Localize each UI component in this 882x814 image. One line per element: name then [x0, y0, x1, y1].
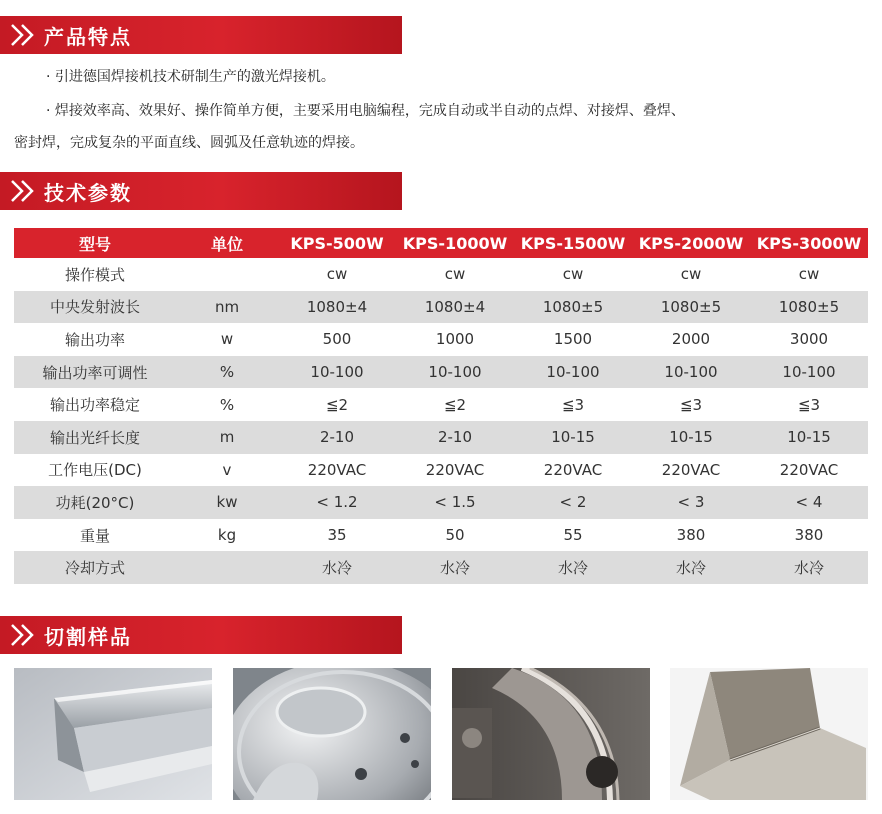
table-cell: 水冷 — [632, 551, 750, 584]
table-row — [14, 454, 868, 487]
table-cell: % — [176, 388, 278, 421]
sample-photo-ring-weld — [452, 668, 650, 800]
table-row — [14, 551, 868, 584]
header-kps-1500w: KPS-1500W — [514, 228, 632, 258]
table-cell: < 1.5 — [396, 486, 514, 519]
table-cell: nm — [176, 291, 278, 324]
header-unit: 单位 — [176, 228, 278, 258]
table-cell: 55 — [514, 519, 632, 552]
table-cell: < 3 — [632, 486, 750, 519]
table-cell: < 1.2 — [278, 486, 396, 519]
table-cell: 水冷 — [278, 551, 396, 584]
table-row — [14, 421, 868, 454]
table-cell: 220VAC — [514, 454, 632, 487]
table-cell: ≦3 — [514, 388, 632, 421]
table-cell: 输出光纤长度 — [14, 421, 176, 454]
table-cell: cw — [396, 258, 514, 291]
table-cell: 2-10 — [278, 421, 396, 454]
samples-section-header — [0, 616, 402, 654]
double-chevron-right-icon — [0, 616, 44, 654]
table-cell: 50 — [396, 519, 514, 552]
table-cell: < 4 — [750, 486, 868, 519]
table-cell: 10-15 — [514, 421, 632, 454]
table-cell: cw — [632, 258, 750, 291]
table-cell: cw — [278, 258, 396, 291]
table-row — [14, 258, 868, 291]
table-row — [14, 291, 868, 324]
table-cell — [176, 258, 278, 291]
table-cell: ≦3 — [750, 388, 868, 421]
table-cell: 220VAC — [396, 454, 514, 487]
table-cell: 10-15 — [632, 421, 750, 454]
header-kps-1000w: KPS-1000W — [396, 228, 514, 258]
double-chevron-right-icon — [0, 16, 44, 54]
table-cell: v — [176, 454, 278, 487]
sample-photo-round-plate — [233, 668, 431, 800]
feature-line-3: 密封焊，完成复杂的平面直线、圆弧及任意轨迹的焊接。 — [14, 135, 364, 151]
table-cell: 输出功率稳定 — [14, 388, 176, 421]
header-kps-3000w: KPS-3000W — [750, 228, 868, 258]
table-cell: 输出功率 — [14, 323, 176, 356]
table-cell: ≦3 — [632, 388, 750, 421]
table-cell: 10-100 — [396, 356, 514, 389]
sample-photo-corner-weld — [670, 668, 868, 800]
table-cell: 冷却方式 — [14, 551, 176, 584]
features-section-title: 产品特点 — [44, 24, 132, 49]
table-cell: 重量 — [14, 519, 176, 552]
table-cell: 380 — [750, 519, 868, 552]
table-row — [14, 356, 868, 389]
table-cell: 水冷 — [514, 551, 632, 584]
table-cell: 1000 — [396, 323, 514, 356]
table-cell: 工作电压(DC) — [14, 454, 176, 487]
table-cell: 380 — [632, 519, 750, 552]
table-row — [14, 519, 868, 552]
feature-line-1: · 引进德国焊接机技术研制生产的激光焊接机。 — [46, 69, 335, 85]
table-cell: 1080±5 — [750, 291, 868, 324]
specs-section-title: 技术参数 — [44, 180, 132, 205]
table-cell: 10-100 — [278, 356, 396, 389]
table-cell: 中央发射波长 — [14, 291, 176, 324]
table-cell: 220VAC — [750, 454, 868, 487]
table-cell: ≦2 — [278, 388, 396, 421]
table-cell: 1080±4 — [278, 291, 396, 324]
table-cell: 水冷 — [396, 551, 514, 584]
table-cell: < 2 — [514, 486, 632, 519]
table-cell: 功耗(20°C) — [14, 486, 176, 519]
table-cell: % — [176, 356, 278, 389]
table-cell: 500 — [278, 323, 396, 356]
table-cell: 35 — [278, 519, 396, 552]
table-cell: 2-10 — [396, 421, 514, 454]
table-cell: cw — [750, 258, 868, 291]
feature-line-2: · 焊接效率高、效果好、操作简单方便，主要采用电脑编程，完成自动或半自动的点焊、对接焊、叠焊、 — [46, 103, 685, 119]
header-kps-2000w: KPS-2000W — [632, 228, 750, 258]
specs-section-header — [0, 172, 402, 210]
table-cell: 操作模式 — [14, 258, 176, 291]
table-cell: kw — [176, 486, 278, 519]
table-cell: 10-15 — [750, 421, 868, 454]
table-cell: 10-100 — [750, 356, 868, 389]
table-row — [14, 323, 868, 356]
table-cell: 10-100 — [514, 356, 632, 389]
table-cell: ≦2 — [396, 388, 514, 421]
double-chevron-right-icon — [0, 172, 44, 210]
table-cell: 220VAC — [632, 454, 750, 487]
table-cell: 2000 — [632, 323, 750, 356]
sample-photo-profile — [14, 668, 212, 800]
spec-table-header-row — [14, 228, 868, 258]
table-cell: 220VAC — [278, 454, 396, 487]
table-cell: 1080±5 — [514, 291, 632, 324]
table-cell: kg — [176, 519, 278, 552]
spec-table — [14, 228, 868, 584]
table-row — [14, 486, 868, 519]
table-cell — [176, 551, 278, 584]
features-section-header — [0, 16, 402, 54]
table-cell: w — [176, 323, 278, 356]
table-cell: 1500 — [514, 323, 632, 356]
table-cell: 3000 — [750, 323, 868, 356]
header-model: 型号 — [14, 228, 176, 258]
table-cell: 1080±4 — [396, 291, 514, 324]
table-cell: 输出功率可调性 — [14, 356, 176, 389]
table-row — [14, 388, 868, 421]
table-cell: m — [176, 421, 278, 454]
samples-section-title: 切割样品 — [44, 624, 132, 649]
table-cell: 10-100 — [632, 356, 750, 389]
table-cell: 1080±5 — [632, 291, 750, 324]
header-kps-500w: KPS-500W — [278, 228, 396, 258]
table-cell: 水冷 — [750, 551, 868, 584]
table-cell: cw — [514, 258, 632, 291]
